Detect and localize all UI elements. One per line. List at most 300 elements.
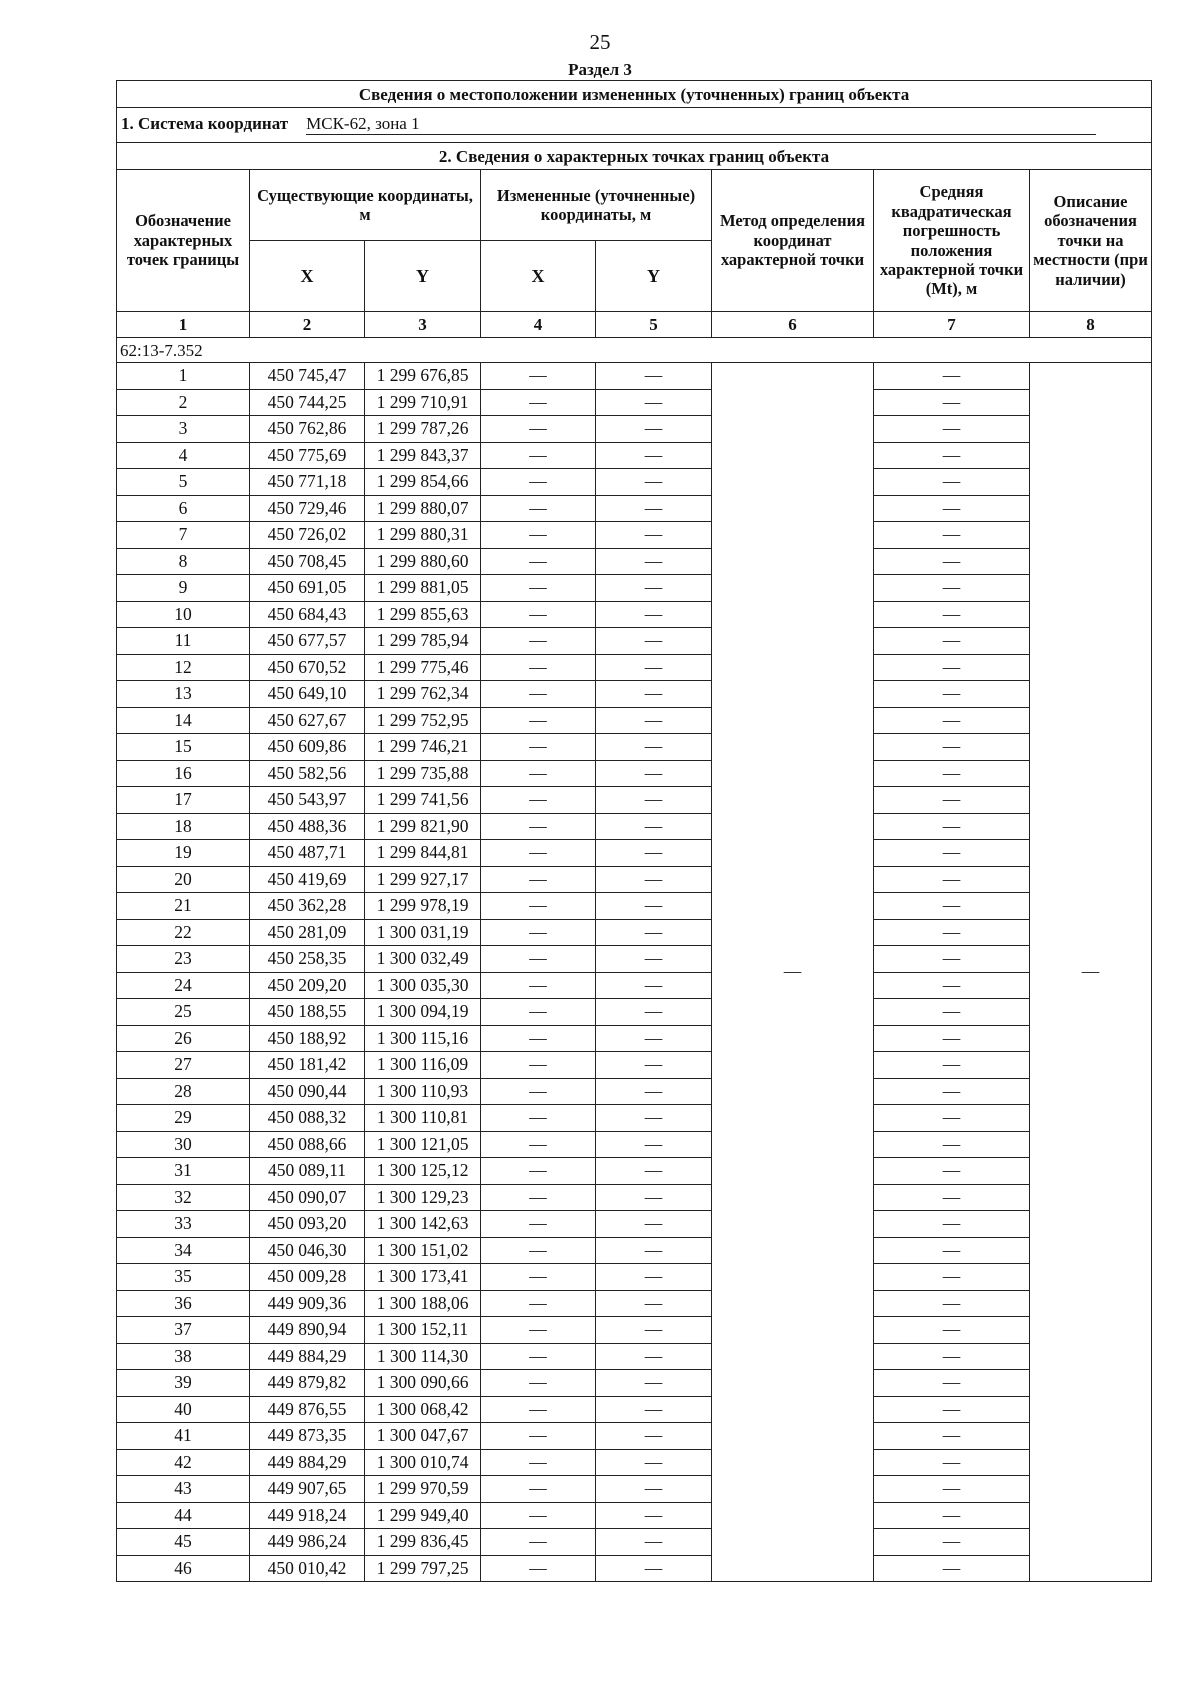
- table-row: [117, 1025, 1152, 1052]
- error-value: —: [874, 1264, 1030, 1291]
- existing-y: 1 300 035,30: [365, 972, 481, 999]
- table-row: [117, 1105, 1152, 1132]
- existing-x: 450 488,36: [250, 813, 365, 840]
- existing-x: 449 890,94: [250, 1317, 365, 1344]
- point-number: 9: [117, 575, 250, 602]
- error-value: —: [874, 1370, 1030, 1397]
- table-row: [117, 840, 1152, 867]
- changed-y: —: [596, 1264, 712, 1291]
- coordinate-system-value: МСК-62, зона 1: [306, 115, 1096, 135]
- existing-y: 1 299 785,94: [365, 628, 481, 655]
- changed-x: —: [481, 1184, 596, 1211]
- existing-y: 1 300 121,05: [365, 1131, 481, 1158]
- changed-y: —: [596, 1449, 712, 1476]
- existing-x: 449 909,36: [250, 1290, 365, 1317]
- existing-y: 1 300 116,09: [365, 1052, 481, 1079]
- changed-x: —: [481, 654, 596, 681]
- error-value: —: [874, 1105, 1030, 1132]
- existing-y: 1 299 797,25: [365, 1555, 481, 1582]
- changed-x: —: [481, 787, 596, 814]
- existing-x: 450 089,11: [250, 1158, 365, 1185]
- header-point: Обозначение характерных точек границы: [117, 170, 250, 312]
- changed-y: —: [596, 628, 712, 655]
- changed-x: —: [481, 1105, 596, 1132]
- table-row: [117, 1555, 1152, 1582]
- changed-x: —: [481, 760, 596, 787]
- existing-x: 449 907,65: [250, 1476, 365, 1503]
- header-changed: Измененные (уточненные) координаты, м: [481, 170, 712, 241]
- changed-y: —: [596, 1211, 712, 1238]
- existing-x: 450 188,92: [250, 1025, 365, 1052]
- existing-x: 450 010,42: [250, 1555, 365, 1582]
- existing-y: 1 300 114,30: [365, 1343, 481, 1370]
- existing-x: 449 986,24: [250, 1529, 365, 1556]
- changed-y: —: [596, 760, 712, 787]
- existing-y: 1 300 110,93: [365, 1078, 481, 1105]
- column-number: 1: [117, 312, 250, 338]
- point-number: 12: [117, 654, 250, 681]
- changed-y: —: [596, 866, 712, 893]
- changed-x: —: [481, 919, 596, 946]
- existing-x: 449 876,55: [250, 1396, 365, 1423]
- description-cell: —: [1030, 363, 1152, 1582]
- error-value: —: [874, 548, 1030, 575]
- changed-y: —: [596, 575, 712, 602]
- existing-y: 1 299 787,26: [365, 416, 481, 443]
- changed-y: —: [596, 1158, 712, 1185]
- error-value: —: [874, 1343, 1030, 1370]
- point-number: 42: [117, 1449, 250, 1476]
- point-number: 34: [117, 1237, 250, 1264]
- point-number: 24: [117, 972, 250, 999]
- error-value: —: [874, 1131, 1030, 1158]
- section-title: Раздел 3: [568, 60, 632, 79]
- table-row: [117, 1423, 1152, 1450]
- existing-y: 1 299 880,31: [365, 522, 481, 549]
- table-row: [117, 575, 1152, 602]
- table-row: [117, 1052, 1152, 1079]
- table-row: [117, 734, 1152, 761]
- error-value: —: [874, 363, 1030, 390]
- existing-y: 1 299 978,19: [365, 893, 481, 920]
- changed-x: —: [481, 946, 596, 973]
- changed-y: —: [596, 1529, 712, 1556]
- point-number: 25: [117, 999, 250, 1026]
- changed-x: —: [481, 548, 596, 575]
- table-row: [117, 416, 1152, 443]
- existing-x: 450 181,42: [250, 1052, 365, 1079]
- changed-y: —: [596, 1237, 712, 1264]
- changed-x: —: [481, 628, 596, 655]
- point-number: 30: [117, 1131, 250, 1158]
- changed-y: —: [596, 999, 712, 1026]
- error-value: —: [874, 1423, 1030, 1450]
- changed-x: —: [481, 866, 596, 893]
- changed-x: —: [481, 1158, 596, 1185]
- changed-y: —: [596, 1184, 712, 1211]
- error-value: —: [874, 840, 1030, 867]
- changed-y: —: [596, 1370, 712, 1397]
- existing-x: 450 609,86: [250, 734, 365, 761]
- existing-x: 450 209,20: [250, 972, 365, 999]
- changed-x: —: [481, 1449, 596, 1476]
- error-value: —: [874, 1078, 1030, 1105]
- existing-x: 450 744,25: [250, 389, 365, 416]
- changed-x: —: [481, 1211, 596, 1238]
- changed-x: —: [481, 1343, 596, 1370]
- point-number: 15: [117, 734, 250, 761]
- column-number: 2: [250, 312, 365, 338]
- changed-y: —: [596, 1555, 712, 1582]
- point-number: 11: [117, 628, 250, 655]
- changed-y: —: [596, 946, 712, 973]
- changed-x: —: [481, 1052, 596, 1079]
- point-number: 16: [117, 760, 250, 787]
- point-number: 43: [117, 1476, 250, 1503]
- table-row: [117, 1343, 1152, 1370]
- existing-y: 1 300 010,74: [365, 1449, 481, 1476]
- existing-y: 1 300 094,19: [365, 999, 481, 1026]
- point-number: 6: [117, 495, 250, 522]
- existing-x: 450 691,05: [250, 575, 365, 602]
- table-row: [117, 972, 1152, 999]
- changed-y: —: [596, 1290, 712, 1317]
- changed-x: —: [481, 1131, 596, 1158]
- parcel-id: 62:13-7.352: [117, 338, 1152, 363]
- changed-y: —: [596, 1052, 712, 1079]
- error-value: —: [874, 1529, 1030, 1556]
- existing-y: 1 300 031,19: [365, 919, 481, 946]
- table-row: [117, 548, 1152, 575]
- table-row: [117, 1131, 1152, 1158]
- table-row: [117, 1158, 1152, 1185]
- table-row: [117, 1211, 1152, 1238]
- error-value: —: [874, 1237, 1030, 1264]
- existing-y: 1 300 151,02: [365, 1237, 481, 1264]
- point-number: 28: [117, 1078, 250, 1105]
- changed-x: —: [481, 442, 596, 469]
- changed-x: —: [481, 601, 596, 628]
- changed-x: —: [481, 1476, 596, 1503]
- point-number: 5: [117, 469, 250, 496]
- existing-x: 449 884,29: [250, 1343, 365, 1370]
- changed-y: —: [596, 734, 712, 761]
- header-existing-x: X: [250, 241, 365, 312]
- table-row: [117, 469, 1152, 496]
- error-value: —: [874, 1502, 1030, 1529]
- error-value: —: [874, 522, 1030, 549]
- point-number: 40: [117, 1396, 250, 1423]
- header-existing-y: Y: [365, 241, 481, 312]
- error-value: —: [874, 601, 1030, 628]
- table-row: [117, 681, 1152, 708]
- existing-x: 450 582,56: [250, 760, 365, 787]
- changed-x: —: [481, 1529, 596, 1556]
- error-value: —: [874, 681, 1030, 708]
- changed-y: —: [596, 893, 712, 920]
- error-value: —: [874, 416, 1030, 443]
- existing-x: 450 009,28: [250, 1264, 365, 1291]
- error-value: —: [874, 469, 1030, 496]
- existing-y: 1 299 775,46: [365, 654, 481, 681]
- table-row: [117, 1184, 1152, 1211]
- existing-x: 449 884,29: [250, 1449, 365, 1476]
- changed-x: —: [481, 416, 596, 443]
- changed-y: —: [596, 1343, 712, 1370]
- point-number: 41: [117, 1423, 250, 1450]
- changed-x: —: [481, 681, 596, 708]
- existing-y: 1 300 032,49: [365, 946, 481, 973]
- changed-x: —: [481, 522, 596, 549]
- existing-x: 450 487,71: [250, 840, 365, 867]
- changed-x: —: [481, 972, 596, 999]
- changed-y: —: [596, 1423, 712, 1450]
- changed-y: —: [596, 601, 712, 628]
- existing-x: 450 258,35: [250, 946, 365, 973]
- changed-y: —: [596, 1025, 712, 1052]
- existing-y: 1 299 880,07: [365, 495, 481, 522]
- changed-x: —: [481, 1317, 596, 1344]
- table-row: [117, 1317, 1152, 1344]
- point-number: 8: [117, 548, 250, 575]
- method-cell: —: [712, 363, 874, 1582]
- error-value: —: [874, 866, 1030, 893]
- existing-y: 1 300 110,81: [365, 1105, 481, 1132]
- point-number: 1: [117, 363, 250, 390]
- existing-x: 450 046,30: [250, 1237, 365, 1264]
- existing-x: 450 090,44: [250, 1078, 365, 1105]
- point-number: 18: [117, 813, 250, 840]
- error-value: —: [874, 495, 1030, 522]
- existing-x: 450 684,43: [250, 601, 365, 628]
- point-number: 10: [117, 601, 250, 628]
- error-value: —: [874, 628, 1030, 655]
- existing-y: 1 299 821,90: [365, 813, 481, 840]
- error-value: —: [874, 734, 1030, 761]
- error-value: —: [874, 972, 1030, 999]
- existing-x: 450 775,69: [250, 442, 365, 469]
- existing-y: 1 300 173,41: [365, 1264, 481, 1291]
- changed-y: —: [596, 469, 712, 496]
- error-value: —: [874, 442, 1030, 469]
- point-number: 31: [117, 1158, 250, 1185]
- existing-x: 450 726,02: [250, 522, 365, 549]
- existing-y: 1 299 970,59: [365, 1476, 481, 1503]
- changed-y: —: [596, 442, 712, 469]
- changed-y: —: [596, 840, 712, 867]
- coordinate-system-row: [117, 108, 1152, 143]
- point-number: 29: [117, 1105, 250, 1132]
- existing-x: 450 093,20: [250, 1211, 365, 1238]
- existing-y: 1 300 188,06: [365, 1290, 481, 1317]
- table-row: [117, 1264, 1152, 1291]
- point-number: 19: [117, 840, 250, 867]
- changed-x: —: [481, 840, 596, 867]
- column-number: 5: [596, 312, 712, 338]
- point-number: 21: [117, 893, 250, 920]
- table-row: [117, 601, 1152, 628]
- changed-y: —: [596, 919, 712, 946]
- existing-y: 1 300 047,67: [365, 1423, 481, 1450]
- changed-y: —: [596, 1078, 712, 1105]
- header-description: Описание обозначения точки на местности (при наличии): [1030, 170, 1152, 312]
- existing-x: 450 771,18: [250, 469, 365, 496]
- error-value: —: [874, 1290, 1030, 1317]
- existing-y: 1 299 949,40: [365, 1502, 481, 1529]
- changed-x: —: [481, 1290, 596, 1317]
- column-number: 6: [712, 312, 874, 338]
- changed-x: —: [481, 893, 596, 920]
- table-row: [117, 707, 1152, 734]
- header-existing: Существующие координаты, м: [250, 170, 481, 241]
- subsection-title: 2. Сведения о характерных точках границ объекта: [117, 143, 1152, 170]
- table-row: [117, 999, 1152, 1026]
- error-value: —: [874, 707, 1030, 734]
- column-number: 7: [874, 312, 1030, 338]
- changed-x: —: [481, 389, 596, 416]
- point-number: 39: [117, 1370, 250, 1397]
- table-row: [117, 760, 1152, 787]
- table-row: [117, 1449, 1152, 1476]
- existing-y: 1 299 855,63: [365, 601, 481, 628]
- table-row: [117, 389, 1152, 416]
- error-value: —: [874, 1211, 1030, 1238]
- error-value: —: [874, 893, 1030, 920]
- existing-y: 1 299 762,34: [365, 681, 481, 708]
- header-changed-x: X: [481, 241, 596, 312]
- changed-x: —: [481, 1264, 596, 1291]
- changed-x: —: [481, 1396, 596, 1423]
- existing-x: 450 543,97: [250, 787, 365, 814]
- changed-y: —: [596, 1131, 712, 1158]
- existing-x: 450 762,86: [250, 416, 365, 443]
- header-changed-y: Y: [596, 241, 712, 312]
- point-number: 26: [117, 1025, 250, 1052]
- existing-y: 1 299 880,60: [365, 548, 481, 575]
- point-number: 33: [117, 1211, 250, 1238]
- point-number: 23: [117, 946, 250, 973]
- changed-x: —: [481, 707, 596, 734]
- existing-y: 1 299 927,17: [365, 866, 481, 893]
- changed-x: —: [481, 1025, 596, 1052]
- point-number: 20: [117, 866, 250, 893]
- existing-y: 1 299 844,81: [365, 840, 481, 867]
- table-row: [117, 1502, 1152, 1529]
- point-number: 7: [117, 522, 250, 549]
- column-number: 3: [365, 312, 481, 338]
- point-number: 37: [117, 1317, 250, 1344]
- existing-x: 449 918,24: [250, 1502, 365, 1529]
- error-value: —: [874, 654, 1030, 681]
- error-value: —: [874, 1396, 1030, 1423]
- changed-x: —: [481, 469, 596, 496]
- changed-x: —: [481, 575, 596, 602]
- error-value: —: [874, 1052, 1030, 1079]
- error-value: —: [874, 575, 1030, 602]
- table-row: [117, 654, 1152, 681]
- table-row: [117, 522, 1152, 549]
- changed-x: —: [481, 495, 596, 522]
- existing-y: 1 299 854,66: [365, 469, 481, 496]
- point-number: 4: [117, 442, 250, 469]
- existing-y: 1 300 152,11: [365, 1317, 481, 1344]
- error-value: —: [874, 1555, 1030, 1582]
- point-number: 36: [117, 1290, 250, 1317]
- existing-x: 450 088,32: [250, 1105, 365, 1132]
- point-number: 38: [117, 1343, 250, 1370]
- existing-x: 450 419,69: [250, 866, 365, 893]
- existing-x: 449 873,35: [250, 1423, 365, 1450]
- point-number: 13: [117, 681, 250, 708]
- point-number: 27: [117, 1052, 250, 1079]
- table-row: [117, 495, 1152, 522]
- changed-x: —: [481, 1555, 596, 1582]
- table-row: [117, 919, 1152, 946]
- point-number: 35: [117, 1264, 250, 1291]
- existing-x: 450 649,10: [250, 681, 365, 708]
- changed-x: —: [481, 1078, 596, 1105]
- error-value: —: [874, 389, 1030, 416]
- existing-x: 450 745,47: [250, 363, 365, 390]
- existing-y: 1 299 836,45: [365, 1529, 481, 1556]
- existing-x: 450 677,57: [250, 628, 365, 655]
- existing-x: 450 362,28: [250, 893, 365, 920]
- point-number: 32: [117, 1184, 250, 1211]
- table-row: [117, 1529, 1152, 1556]
- existing-y: 1 300 142,63: [365, 1211, 481, 1238]
- point-number: 17: [117, 787, 250, 814]
- table-row: [117, 1396, 1152, 1423]
- existing-y: 1 300 115,16: [365, 1025, 481, 1052]
- existing-y: 1 299 735,88: [365, 760, 481, 787]
- changed-x: —: [481, 813, 596, 840]
- changed-y: —: [596, 1317, 712, 1344]
- error-value: —: [874, 999, 1030, 1026]
- existing-y: 1 299 752,95: [365, 707, 481, 734]
- table-row: [117, 787, 1152, 814]
- existing-y: 1 299 710,91: [365, 389, 481, 416]
- existing-y: 1 300 125,12: [365, 1158, 481, 1185]
- changed-y: —: [596, 416, 712, 443]
- changed-x: —: [481, 1237, 596, 1264]
- table-row: [117, 1078, 1152, 1105]
- existing-y: 1 299 676,85: [365, 363, 481, 390]
- table-title: Сведения о местоположении измененных (уточненных) границ объекта: [117, 81, 1152, 108]
- existing-y: 1 299 746,21: [365, 734, 481, 761]
- existing-x: 449 879,82: [250, 1370, 365, 1397]
- table-row: [117, 363, 1152, 390]
- coordinate-system-label: 1. Система координат: [121, 114, 289, 133]
- point-number: 2: [117, 389, 250, 416]
- existing-y: 1 299 843,37: [365, 442, 481, 469]
- existing-x: 450 188,55: [250, 999, 365, 1026]
- table-row: [117, 1290, 1152, 1317]
- existing-y: 1 299 741,56: [365, 787, 481, 814]
- coordinates-table: [116, 80, 1152, 1582]
- table-row: [117, 442, 1152, 469]
- changed-x: —: [481, 1502, 596, 1529]
- changed-y: —: [596, 1502, 712, 1529]
- column-number: 8: [1030, 312, 1152, 338]
- page-number: 25: [589, 30, 611, 54]
- column-number: 4: [481, 312, 596, 338]
- point-number: 45: [117, 1529, 250, 1556]
- error-value: —: [874, 1449, 1030, 1476]
- changed-x: —: [481, 999, 596, 1026]
- changed-y: —: [596, 1396, 712, 1423]
- changed-x: —: [481, 734, 596, 761]
- changed-y: —: [596, 548, 712, 575]
